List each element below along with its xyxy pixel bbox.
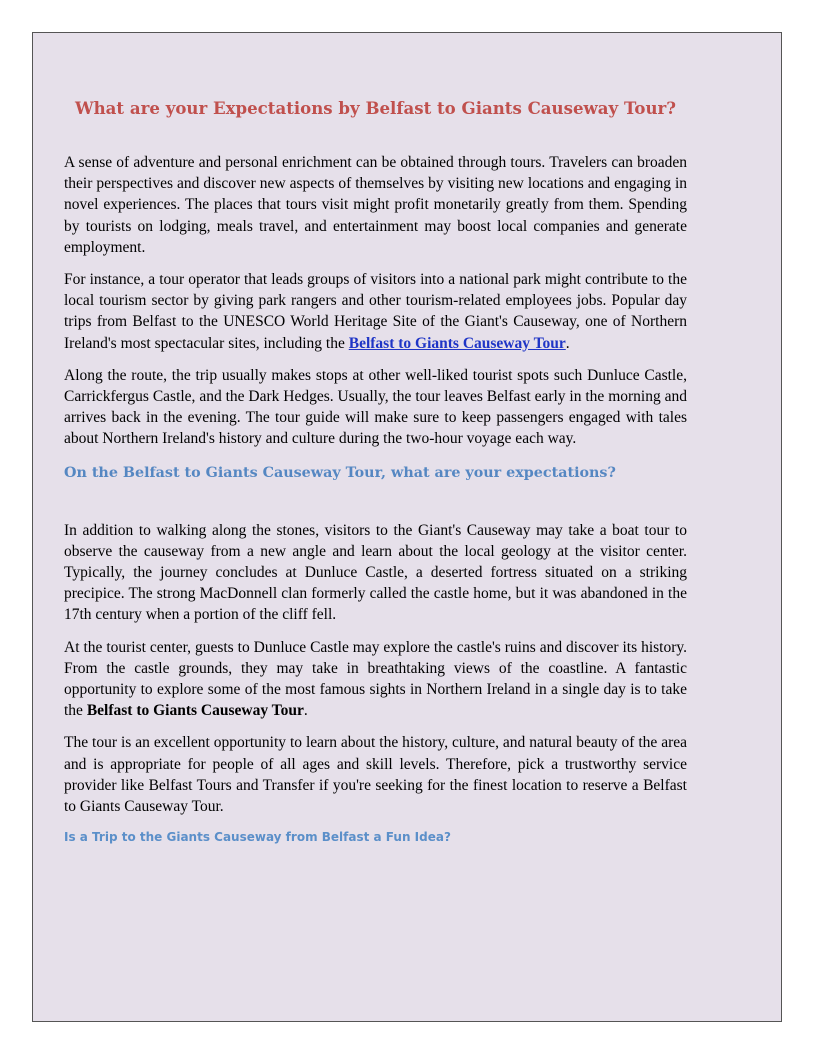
paragraph-intro [64, 152, 687, 258]
paragraph-dunluce [64, 637, 687, 722]
section-heading-fun-idea: Is a Trip to the Giants Causeway from Belfast a Fun Idea? [64, 830, 451, 845]
section-heading-expectations: On the Belfast to Giants Causeway Tour, what are your expectations? [64, 464, 616, 481]
paragraph-boat-tour-text: In addition to walking along the stones, visitors to the Giant's Causeway may take a boat tour to observe the causeway from a new angle and learn about the local geology at the visitor center. Typically, the journey concludes at Dunluce Castle, a deserted fortress situated on a striking precipice. The strong MacDonnell clan formerly called the castle home, but it was abandoned in the 17th century when a portion of the cliff fell. [64, 521, 687, 624]
tour-name-bold: Belfast to Giants Causeway Tour [86, 702, 304, 720]
paragraph-dunluce-end: . [303, 702, 308, 720]
tour-link[interactable]: Belfast to Giants Causeway Tour [348, 334, 566, 352]
paragraph-conclusion [64, 732, 687, 817]
paragraph-tour-operator-end: . [565, 334, 570, 352]
paragraph-route [64, 365, 687, 450]
paragraph-dunluce-text: At the tourist center, guests to Dunluce Castle may explore the castle's ruins and discover its history. From the castle grounds, they may take in breathtaking views of the coastline. A fantastic opportunity to explore some of the most famous sights in Northern Ireland in a single day is to take the [64, 638, 687, 720]
paragraph-intro-text: A sense of adventure and personal enrichment can be obtained through tours. Travelers can broaden their perspectives and discover new aspects of themselves by visiting new locations and engaging in novel experiences. The places that tours visit might profit monetarily greatly from them. Spending by tourists on lodging, meals travel, and entertainment may boost local companies and generate employment. [64, 154, 687, 256]
paragraph-route-text: Along the route, the trip usually makes stops at other well-liked tourist spots such Dunluce Castle, Carrickfergus Castle, and the Dark Hedges. Usually, the tour leaves Belfast early in the morning and arrives back in the evening. The tour guide will make sure to keep passengers engaged with tales about Northern Ireland's history and culture during the two-hour voyage each way. [64, 366, 687, 448]
paragraph-conclusion-text: The tour is an excellent opportunity to learn about the history, culture, and natural beauty of the area and is appropriate for people of all ages and skill levels. Therefore, pick a trustworthy service provider like Belfast Tours and Transfer if you're seeking for the finest location to reserve a Belfast to Giants Causeway Tour. [64, 734, 687, 816]
document-body [64, 96, 687, 846]
paragraph-boat-tour [64, 520, 687, 626]
document-title: What are your Expectations by Belfast to Giants Causeway Tour? [74, 98, 677, 118]
paragraph-tour-operator-text: For instance, a tour operator that leads groups of visitors into a national park might contribute to the local tourism sector by giving park rangers and other tourism-related employees jobs. Popular day trips from Belfast to the UNESCO World Heritage Site of the Giant's Causeway, one of Northern Ireland's most spectacular sites, including the [64, 271, 687, 352]
paragraph-tour-operator [64, 269, 687, 354]
